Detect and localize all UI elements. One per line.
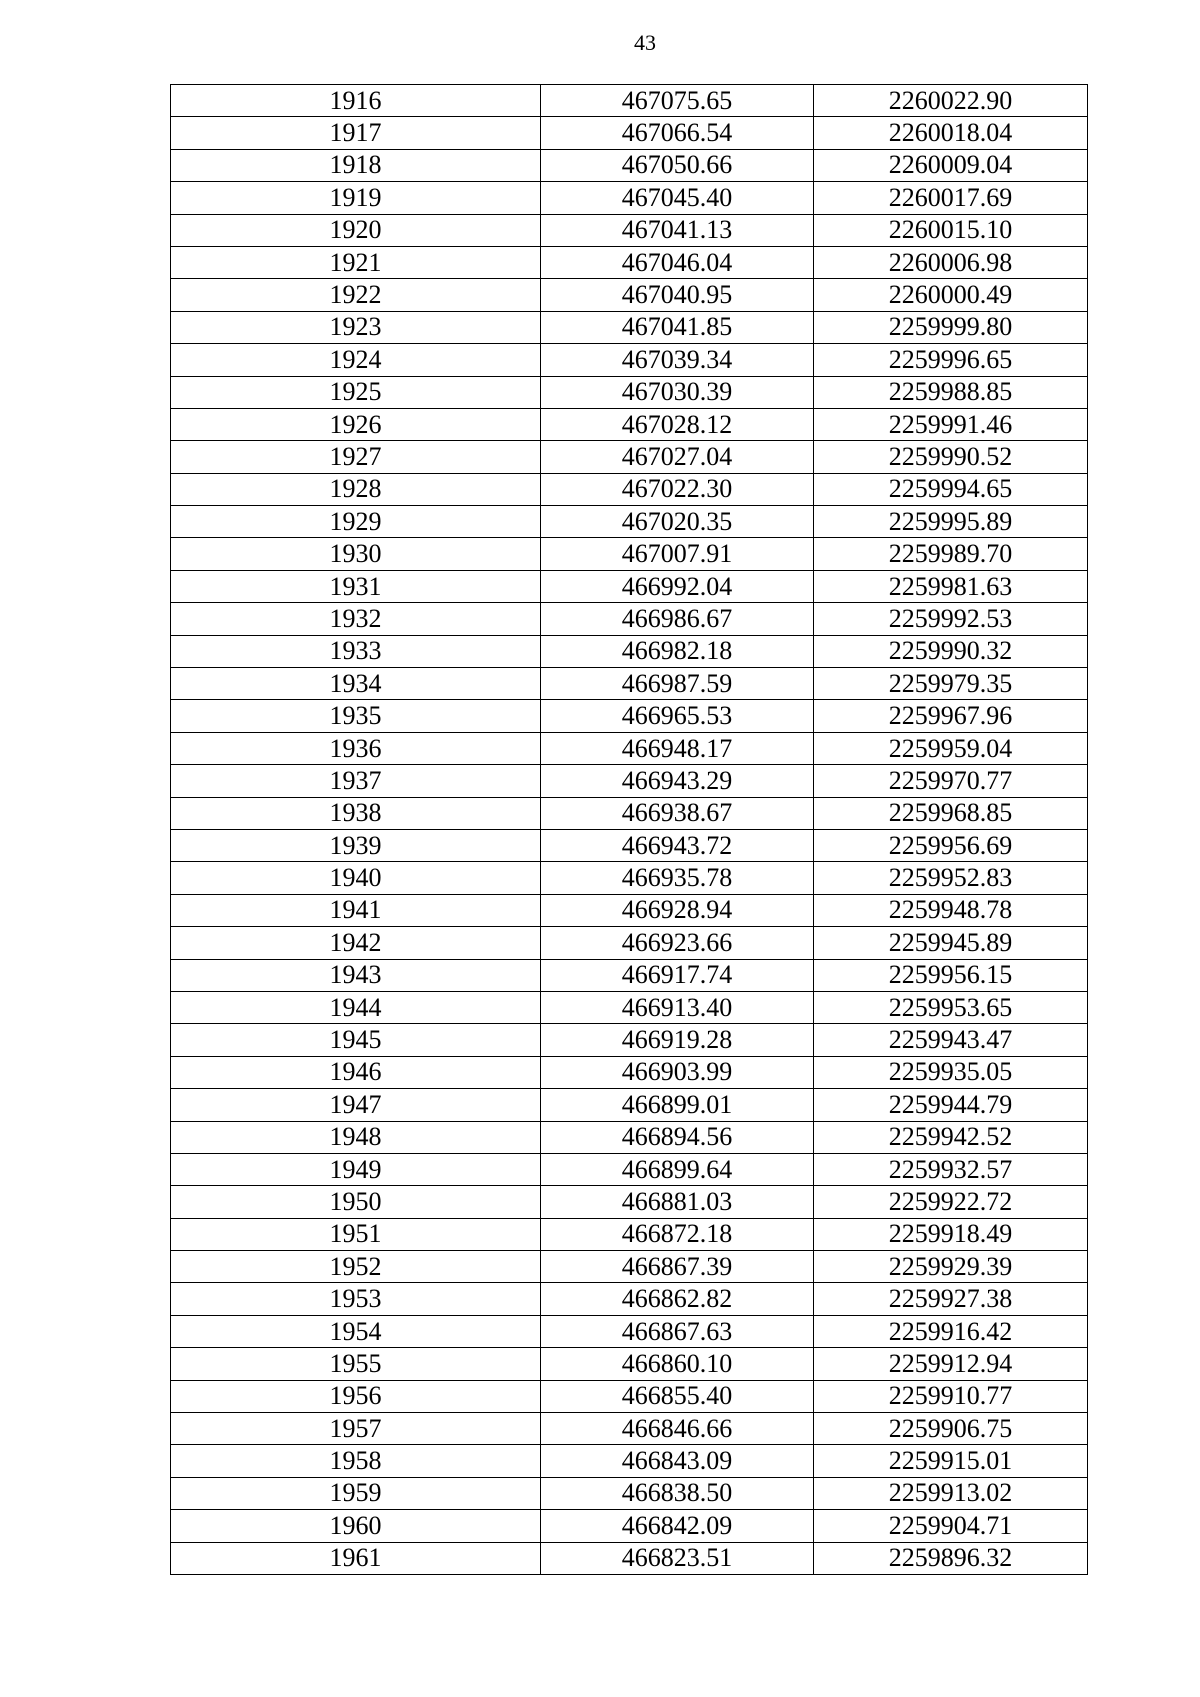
x-coordinate-cell: 466838.50: [541, 1477, 814, 1509]
point-number-cell: 1938: [171, 797, 541, 829]
table-row: [171, 1283, 1088, 1315]
table-row: [171, 1542, 1088, 1574]
point-number-cell: 1958: [171, 1445, 541, 1477]
table-row: [171, 1445, 1088, 1477]
table-row: [171, 1380, 1088, 1412]
table-row: [171, 668, 1088, 700]
x-coordinate-cell: 466903.99: [541, 1056, 814, 1088]
table-row: [171, 376, 1088, 408]
table-row: [171, 927, 1088, 959]
point-number-cell: 1945: [171, 1024, 541, 1056]
point-number-cell: 1955: [171, 1348, 541, 1380]
table-row: [171, 765, 1088, 797]
table-row: [171, 862, 1088, 894]
x-coordinate-cell: 467045.40: [541, 182, 814, 214]
point-number-cell: 1944: [171, 991, 541, 1023]
y-coordinate-cell: 2260015.10: [814, 214, 1088, 246]
x-coordinate-cell: 466843.09: [541, 1445, 814, 1477]
y-coordinate-cell: 2259922.72: [814, 1186, 1088, 1218]
point-number-cell: 1960: [171, 1510, 541, 1542]
x-coordinate-cell: 466867.39: [541, 1251, 814, 1283]
y-coordinate-cell: 2259995.89: [814, 506, 1088, 538]
point-number-cell: 1954: [171, 1315, 541, 1347]
point-number-cell: 1936: [171, 732, 541, 764]
table-row: [171, 1056, 1088, 1088]
point-number-cell: 1920: [171, 214, 541, 246]
table-row: [171, 1477, 1088, 1509]
point-number-cell: 1925: [171, 376, 541, 408]
table-row: [171, 732, 1088, 764]
table-row: [171, 246, 1088, 278]
point-number-cell: 1934: [171, 668, 541, 700]
x-coordinate-cell: 466894.56: [541, 1121, 814, 1153]
point-number-cell: 1917: [171, 117, 541, 149]
point-number-cell: 1923: [171, 311, 541, 343]
y-coordinate-cell: 2259929.39: [814, 1251, 1088, 1283]
point-number-cell: 1946: [171, 1056, 541, 1088]
y-coordinate-cell: 2260022.90: [814, 85, 1088, 117]
table-row: [171, 1218, 1088, 1250]
x-coordinate-cell: 466982.18: [541, 635, 814, 667]
x-coordinate-cell: 467066.54: [541, 117, 814, 149]
point-number-cell: 1931: [171, 570, 541, 602]
table-row: [171, 894, 1088, 926]
x-coordinate-cell: 466935.78: [541, 862, 814, 894]
table-row: [171, 1348, 1088, 1380]
point-number-cell: 1959: [171, 1477, 541, 1509]
point-number-cell: 1943: [171, 959, 541, 991]
point-number-cell: 1935: [171, 700, 541, 732]
table-row: [171, 408, 1088, 440]
x-coordinate-cell: 467040.95: [541, 279, 814, 311]
point-number-cell: 1953: [171, 1283, 541, 1315]
x-coordinate-cell: 467027.04: [541, 441, 814, 473]
y-coordinate-cell: 2259906.75: [814, 1413, 1088, 1445]
y-coordinate-cell: 2259959.04: [814, 732, 1088, 764]
y-coordinate-cell: 2260018.04: [814, 117, 1088, 149]
x-coordinate-cell: 466860.10: [541, 1348, 814, 1380]
point-number-cell: 1916: [171, 85, 541, 117]
point-number-cell: 1942: [171, 927, 541, 959]
point-number-cell: 1951: [171, 1218, 541, 1250]
x-coordinate-cell: 466872.18: [541, 1218, 814, 1250]
table-row: [171, 1153, 1088, 1185]
table-row: [171, 1251, 1088, 1283]
y-coordinate-cell: 2259956.69: [814, 829, 1088, 861]
table-row: [171, 1510, 1088, 1542]
y-coordinate-cell: 2259916.42: [814, 1315, 1088, 1347]
y-coordinate-cell: 2259989.70: [814, 538, 1088, 570]
y-coordinate-cell: 2259942.52: [814, 1121, 1088, 1153]
y-coordinate-cell: 2259918.49: [814, 1218, 1088, 1250]
x-coordinate-cell: 466938.67: [541, 797, 814, 829]
x-coordinate-cell: 467028.12: [541, 408, 814, 440]
y-coordinate-cell: 2259912.94: [814, 1348, 1088, 1380]
table-row: [171, 311, 1088, 343]
point-number-cell: 1926: [171, 408, 541, 440]
x-coordinate-cell: 467075.65: [541, 85, 814, 117]
y-coordinate-cell: 2259967.96: [814, 700, 1088, 732]
y-coordinate-cell: 2259996.65: [814, 344, 1088, 376]
x-coordinate-cell: 466846.66: [541, 1413, 814, 1445]
y-coordinate-cell: 2259943.47: [814, 1024, 1088, 1056]
y-coordinate-cell: 2260006.98: [814, 246, 1088, 278]
point-number-cell: 1929: [171, 506, 541, 538]
y-coordinate-cell: 2259927.38: [814, 1283, 1088, 1315]
point-number-cell: 1940: [171, 862, 541, 894]
table-row: [171, 85, 1088, 117]
point-number-cell: 1932: [171, 603, 541, 635]
table-row: [171, 1089, 1088, 1121]
y-coordinate-cell: 2259953.65: [814, 991, 1088, 1023]
y-coordinate-cell: 2259991.46: [814, 408, 1088, 440]
point-number-cell: 1948: [171, 1121, 541, 1153]
table-row: [171, 1315, 1088, 1347]
y-coordinate-cell: 2259952.83: [814, 862, 1088, 894]
point-number-cell: 1947: [171, 1089, 541, 1121]
y-coordinate-cell: 2260017.69: [814, 182, 1088, 214]
y-coordinate-cell: 2259896.32: [814, 1542, 1088, 1574]
table-row: [171, 570, 1088, 602]
x-coordinate-cell: 467007.91: [541, 538, 814, 570]
table-row: [171, 1121, 1088, 1153]
table-row: [171, 214, 1088, 246]
y-coordinate-cell: 2259915.01: [814, 1445, 1088, 1477]
x-coordinate-cell: 466917.74: [541, 959, 814, 991]
point-number-cell: 1949: [171, 1153, 541, 1185]
x-coordinate-cell: 466899.64: [541, 1153, 814, 1185]
y-coordinate-cell: 2260009.04: [814, 149, 1088, 181]
x-coordinate-cell: 466899.01: [541, 1089, 814, 1121]
x-coordinate-cell: 466855.40: [541, 1380, 814, 1412]
table-row: [171, 603, 1088, 635]
x-coordinate-cell: 467046.04: [541, 246, 814, 278]
x-coordinate-cell: 466881.03: [541, 1186, 814, 1218]
x-coordinate-cell: 467050.66: [541, 149, 814, 181]
x-coordinate-cell: 466986.67: [541, 603, 814, 635]
table-row: [171, 182, 1088, 214]
x-coordinate-cell: 467030.39: [541, 376, 814, 408]
y-coordinate-cell: 2259948.78: [814, 894, 1088, 926]
table-row: [171, 1413, 1088, 1445]
point-number-cell: 1922: [171, 279, 541, 311]
x-coordinate-cell: 466987.59: [541, 668, 814, 700]
point-number-cell: 1924: [171, 344, 541, 376]
y-coordinate-cell: 2259979.35: [814, 668, 1088, 700]
y-coordinate-cell: 2259970.77: [814, 765, 1088, 797]
y-coordinate-cell: 2260000.49: [814, 279, 1088, 311]
y-coordinate-cell: 2259999.80: [814, 311, 1088, 343]
x-coordinate-cell: 466823.51: [541, 1542, 814, 1574]
page-number: 43: [634, 30, 656, 55]
point-number-cell: 1919: [171, 182, 541, 214]
point-number-cell: 1957: [171, 1413, 541, 1445]
table-row: [171, 538, 1088, 570]
table-row: [171, 441, 1088, 473]
point-number-cell: 1928: [171, 473, 541, 505]
y-coordinate-cell: 2259913.02: [814, 1477, 1088, 1509]
y-coordinate-cell: 2259945.89: [814, 927, 1088, 959]
x-coordinate-cell: 466923.66: [541, 927, 814, 959]
point-number-cell: 1941: [171, 894, 541, 926]
table-row: [171, 1186, 1088, 1218]
x-coordinate-cell: 466992.04: [541, 570, 814, 602]
point-number-cell: 1956: [171, 1380, 541, 1412]
x-coordinate-cell: 466919.28: [541, 1024, 814, 1056]
x-coordinate-cell: 466943.72: [541, 829, 814, 861]
y-coordinate-cell: 2259990.52: [814, 441, 1088, 473]
x-coordinate-cell: 467039.34: [541, 344, 814, 376]
coordinates-table-body: [171, 85, 1088, 1575]
x-coordinate-cell: 466943.29: [541, 765, 814, 797]
y-coordinate-cell: 2259932.57: [814, 1153, 1088, 1185]
point-number-cell: 1961: [171, 1542, 541, 1574]
x-coordinate-cell: 466842.09: [541, 1510, 814, 1542]
table-row: [171, 279, 1088, 311]
y-coordinate-cell: 2259981.63: [814, 570, 1088, 602]
point-number-cell: 1921: [171, 246, 541, 278]
point-number-cell: 1950: [171, 1186, 541, 1218]
coordinates-table: [170, 84, 1088, 1575]
table-row: [171, 473, 1088, 505]
table-row: [171, 635, 1088, 667]
x-coordinate-cell: 466965.53: [541, 700, 814, 732]
y-coordinate-cell: 2259956.15: [814, 959, 1088, 991]
x-coordinate-cell: 467041.13: [541, 214, 814, 246]
point-number-cell: 1933: [171, 635, 541, 667]
point-number-cell: 1937: [171, 765, 541, 797]
x-coordinate-cell: 466867.63: [541, 1315, 814, 1347]
table-row: [171, 506, 1088, 538]
table-row: [171, 991, 1088, 1023]
table-row: [171, 700, 1088, 732]
y-coordinate-cell: 2259990.32: [814, 635, 1088, 667]
point-number-cell: 1939: [171, 829, 541, 861]
x-coordinate-cell: 466913.40: [541, 991, 814, 1023]
point-number-cell: 1930: [171, 538, 541, 570]
y-coordinate-cell: 2259910.77: [814, 1380, 1088, 1412]
y-coordinate-cell: 2259968.85: [814, 797, 1088, 829]
point-number-cell: 1918: [171, 149, 541, 181]
table-row: [171, 797, 1088, 829]
x-coordinate-cell: 467022.30: [541, 473, 814, 505]
x-coordinate-cell: 467020.35: [541, 506, 814, 538]
table-row: [171, 344, 1088, 376]
table-row: [171, 149, 1088, 181]
y-coordinate-cell: 2259994.65: [814, 473, 1088, 505]
y-coordinate-cell: 2259944.79: [814, 1089, 1088, 1121]
x-coordinate-cell: 466862.82: [541, 1283, 814, 1315]
point-number-cell: 1927: [171, 441, 541, 473]
table-row: [171, 117, 1088, 149]
table-row: [171, 829, 1088, 861]
x-coordinate-cell: 467041.85: [541, 311, 814, 343]
y-coordinate-cell: 2259992.53: [814, 603, 1088, 635]
y-coordinate-cell: 2259935.05: [814, 1056, 1088, 1088]
y-coordinate-cell: 2259988.85: [814, 376, 1088, 408]
table-row: [171, 1024, 1088, 1056]
point-number-cell: 1952: [171, 1251, 541, 1283]
x-coordinate-cell: 466928.94: [541, 894, 814, 926]
y-coordinate-cell: 2259904.71: [814, 1510, 1088, 1542]
x-coordinate-cell: 466948.17: [541, 732, 814, 764]
table-row: [171, 959, 1088, 991]
